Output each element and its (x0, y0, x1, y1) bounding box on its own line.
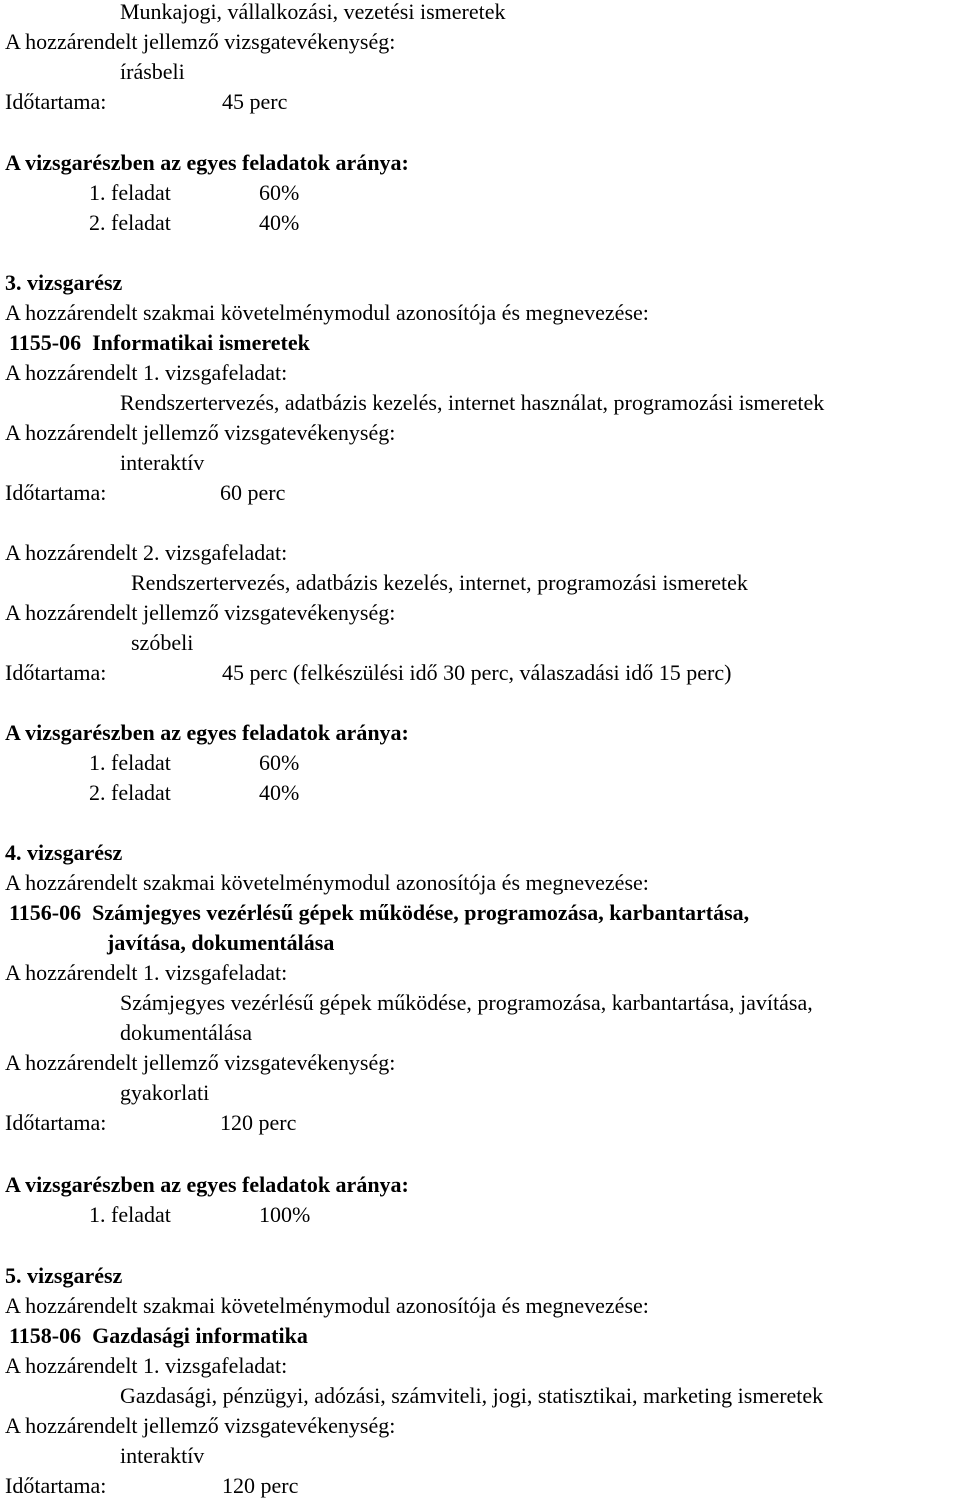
task-description-continued: dokumentálása (120, 1020, 252, 1045)
task-label: A hozzárendelt 1. vizsgafeladat: (5, 360, 288, 385)
duration-label: Időtartama: (5, 660, 107, 685)
module-title: 1156-06 Számjegyes vezérlésű gépek működése, programozása, karbantartása, (9, 900, 750, 925)
task-number: 1. feladat (89, 750, 171, 775)
task-percent: 60% (259, 180, 300, 205)
activity-label: A hozzárendelt jellemző vizsgatevékenység: (5, 29, 396, 54)
task-description: Rendszertervezés, adatbázis kezelés, internet, programozási ismeretek (131, 570, 748, 595)
activity-label: A hozzárendelt jellemző vizsgatevékenység: (5, 1413, 396, 1438)
task-description: Munkajogi, vállalkozási, vezetési ismeretek (120, 0, 506, 24)
module-title: 1155-06 Informatikai ismeretek (9, 330, 310, 355)
module-title: 1158-06 Gazdasági informatika (9, 1323, 308, 1348)
task-percent: 40% (259, 210, 300, 235)
task-number: 2. feladat (89, 780, 171, 805)
section-heading: 5. vizsgarész (5, 1263, 123, 1288)
activity-value: interaktív (120, 1443, 205, 1468)
duration-value: 120 perc (220, 1110, 297, 1135)
task-number: 2. feladat (89, 210, 171, 235)
duration-value: 60 perc (220, 480, 286, 505)
module-label: A hozzárendelt szakmai követelménymodul azonosítója és megnevezése: (5, 870, 649, 895)
duration-label: Időtartama: (5, 480, 107, 505)
duration-label: Időtartama: (5, 1110, 107, 1135)
duration-label: Időtartama: (5, 89, 107, 114)
task-number: 1. feladat (89, 180, 171, 205)
task-percent: 40% (259, 780, 300, 805)
duration-value: 45 perc (222, 89, 288, 114)
activity-label: A hozzárendelt jellemző vizsgatevékenység: (5, 420, 396, 445)
task-label: A hozzárendelt 1. vizsgafeladat: (5, 960, 288, 985)
section-heading: 3. vizsgarész (5, 270, 123, 295)
task-label: A hozzárendelt 2. vizsgafeladat: (5, 540, 288, 565)
activity-label: A hozzárendelt jellemző vizsgatevékenység: (5, 1050, 396, 1075)
activity-label: A hozzárendelt jellemző vizsgatevékenység: (5, 600, 396, 625)
activity-value: szóbeli (131, 630, 194, 655)
duration-value: 45 perc (felkészülési idő 30 perc, válaszadási idő 15 perc) (222, 660, 732, 685)
task-percent: 100% (259, 1202, 311, 1227)
activity-value: interaktív (120, 450, 205, 475)
task-description: Gazdasági, pénzügyi, adózási, számviteli, jogi, statisztikai, marketing ismeretek (120, 1383, 824, 1408)
task-description: Rendszertervezés, adatbázis kezelés, internet használat, programozási ismeretek (120, 390, 825, 415)
activity-value: gyakorlati (120, 1080, 210, 1105)
ratio-heading: A vizsgarészben az egyes feladatok aránya: (5, 720, 409, 745)
task-label: A hozzárendelt 1. vizsgafeladat: (5, 1353, 288, 1378)
activity-value: írásbeli (120, 59, 185, 84)
module-title-continued: javítása, dokumentálása (107, 930, 335, 955)
duration-label: Időtartama: (5, 1473, 107, 1498)
module-label: A hozzárendelt szakmai követelménymodul azonosítója és megnevezése: (5, 300, 649, 325)
section-heading: 4. vizsgarész (5, 840, 123, 865)
ratio-heading: A vizsgarészben az egyes feladatok aránya: (5, 150, 409, 175)
duration-value: 120 perc (222, 1473, 299, 1498)
task-number: 1. feladat (89, 1202, 171, 1227)
ratio-heading: A vizsgarészben az egyes feladatok aránya: (5, 1172, 409, 1197)
task-percent: 60% (259, 750, 300, 775)
module-label: A hozzárendelt szakmai követelménymodul azonosítója és megnevezése: (5, 1293, 649, 1318)
task-description: Számjegyes vezérlésű gépek működése, programozása, karbantartása, javítása, (120, 990, 813, 1015)
